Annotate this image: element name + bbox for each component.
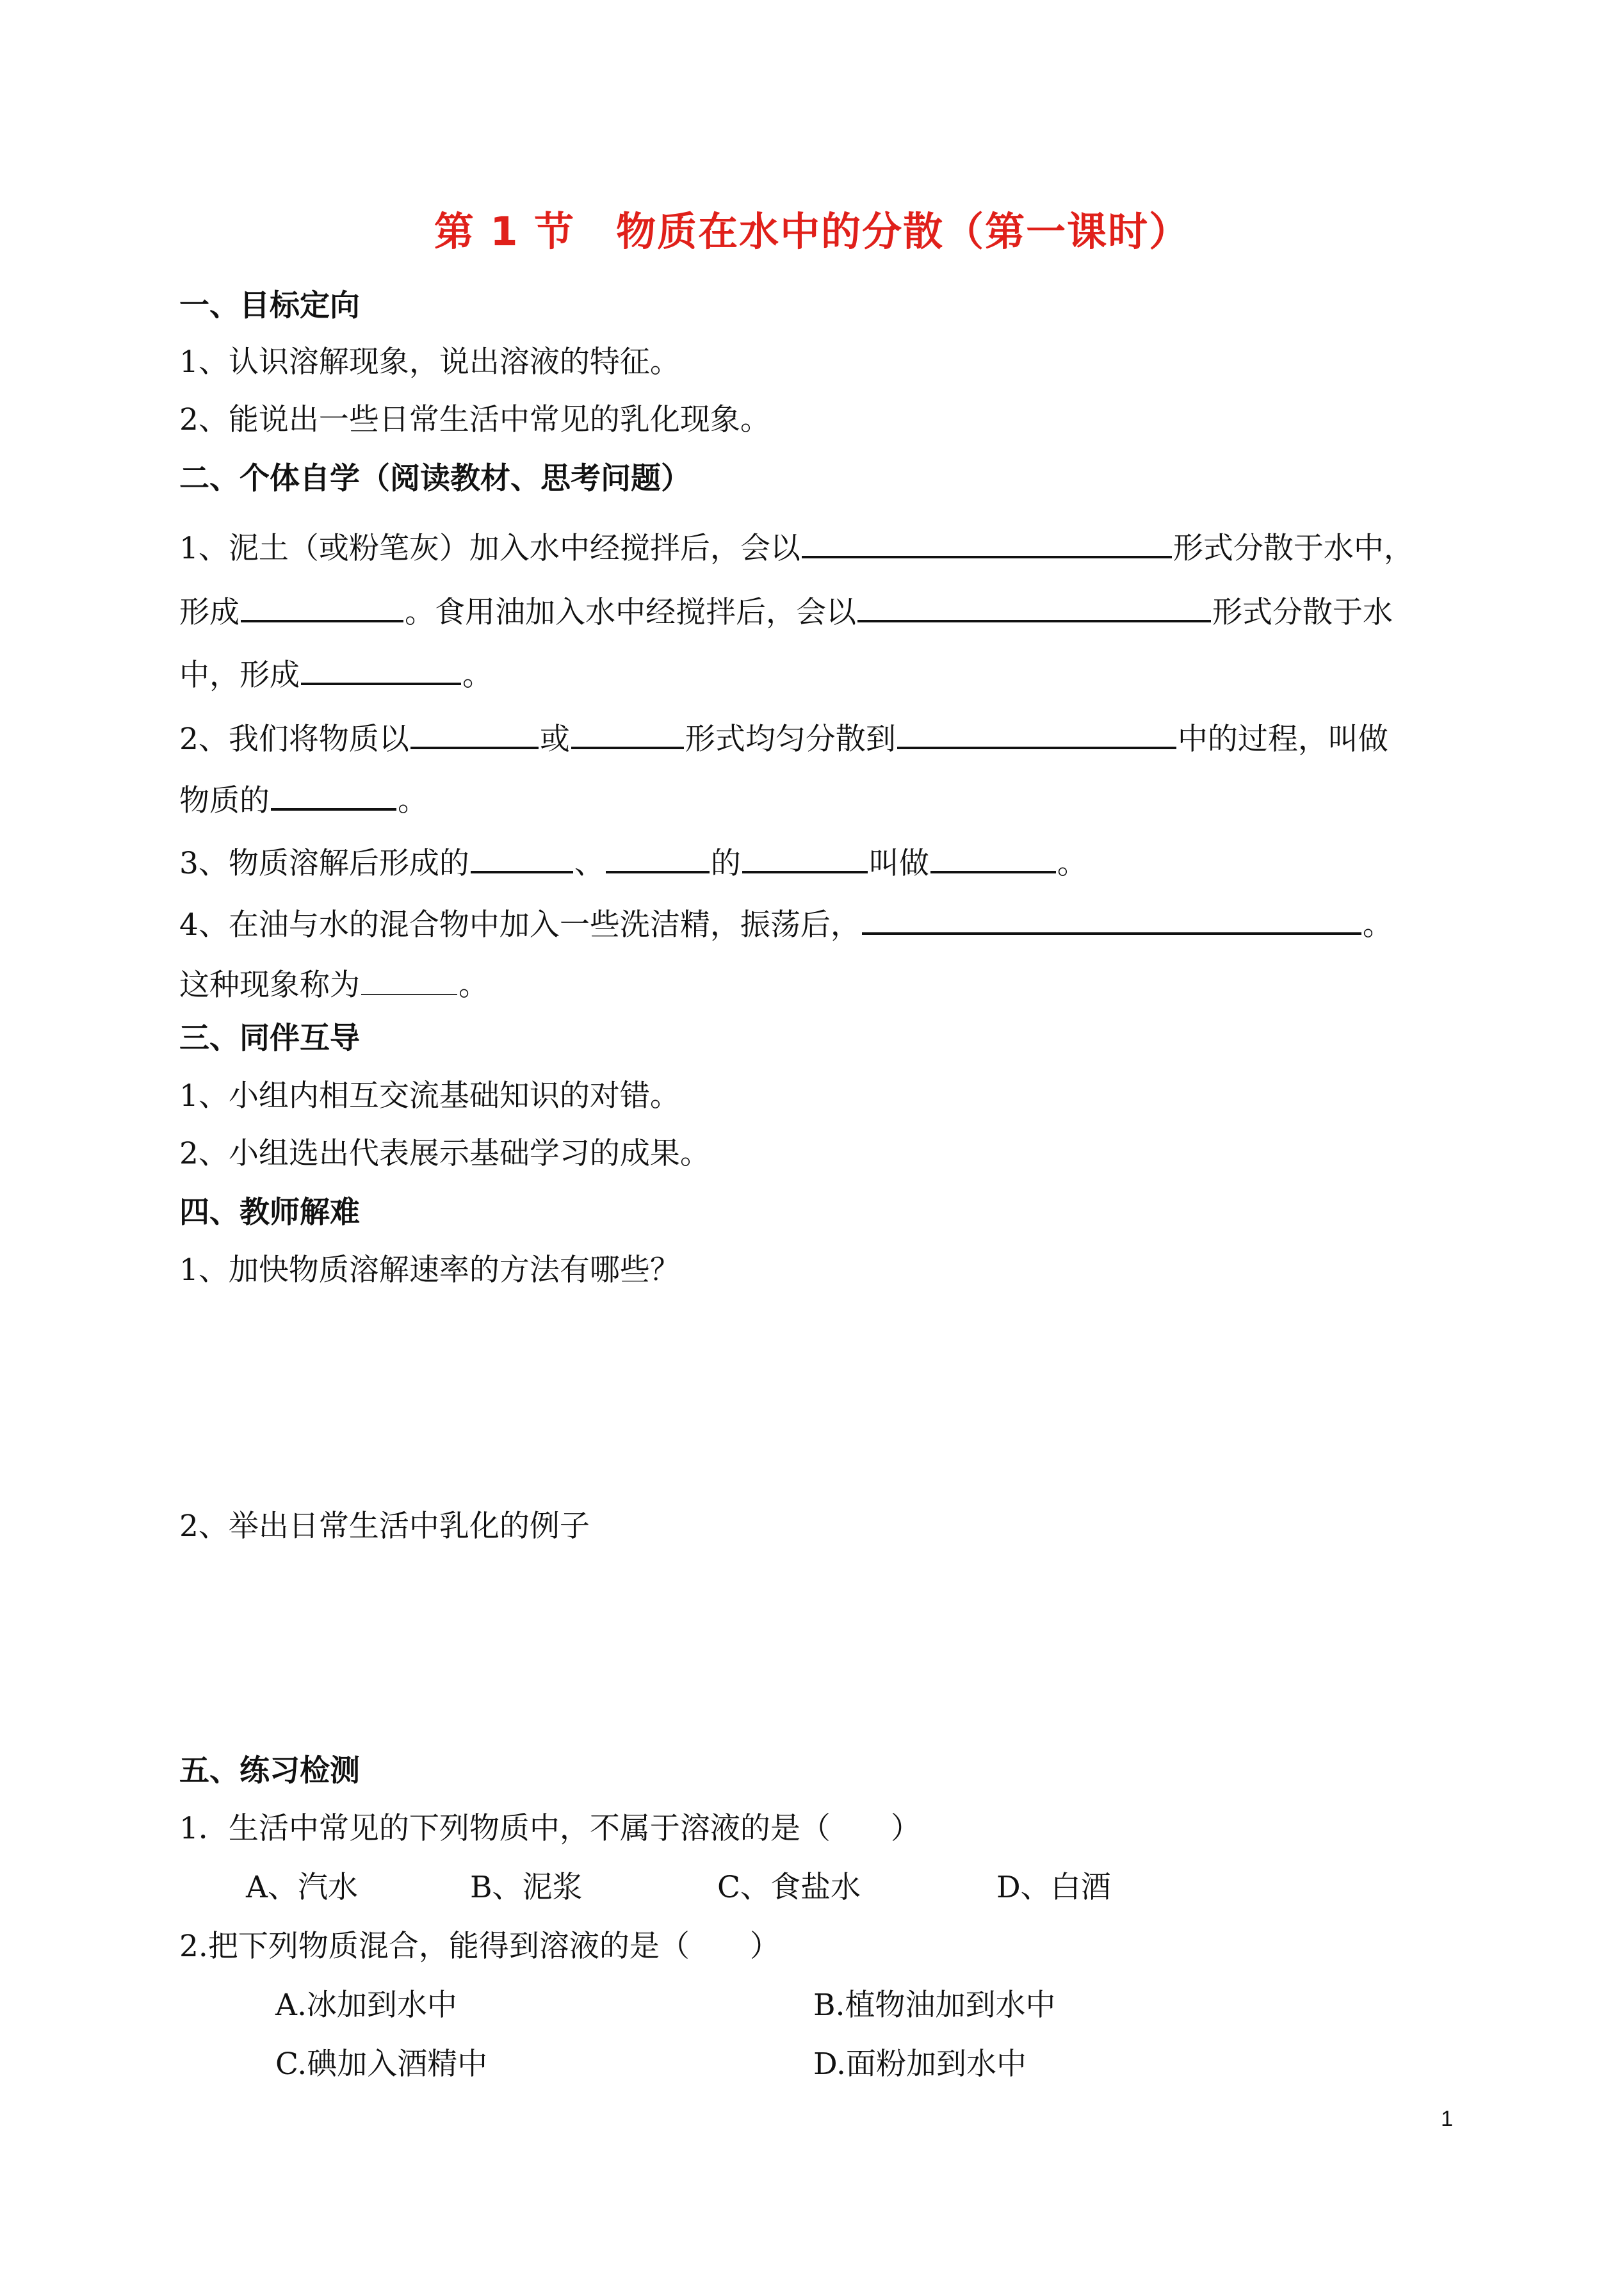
fill-blank[interactable] [471,838,573,873]
section-heading-self-study: 二、个体自学（阅读教材、思考问题） [179,461,691,496]
mc-option[interactable]: D.面粉加到水中 [813,2047,1027,2082]
question-text: 中的过程，叫做 [1177,722,1388,757]
question-text: 。食用油加入水中经搅拌后，会以 [405,595,856,630]
question-text: 形式分散于水中， [1173,531,1414,566]
teacher-question: 1、加快物质溶解速率的方法有哪些？ [179,1253,680,1288]
fill-blank[interactable] [271,775,396,811]
mc-question-stem: 1．生活中常见的下列物质中，不属于溶液的是（ ） [179,1811,921,1846]
section-heading-practice: 五、练习检测 [179,1753,360,1788]
question-text: 这种现象称为 [179,968,360,1003]
fill-blank[interactable] [301,649,461,685]
fill-blank[interactable] [241,587,403,622]
fill-blank[interactable] [361,961,457,995]
page-number: 1 [1441,2107,1453,2131]
fill-blank[interactable] [857,587,1211,622]
question-text: 叫做 [868,846,929,881]
question-text: 、 [574,846,605,881]
mc-option[interactable]: C、食盐水 [717,1870,861,1905]
question-text: 3、物质溶解后形成的 [179,846,469,881]
question-text: 的 [710,846,741,881]
question-text: 4、在油与水的混合物中加入一些洗洁精，振荡后， [179,907,861,943]
question-line [179,587,1393,632]
question-line [179,649,492,695]
fill-blank[interactable] [930,838,1056,873]
fill-blank[interactable] [410,713,539,749]
fill-blank[interactable] [862,899,1361,935]
question-line [179,775,428,820]
section-heading-peer: 三、同伴互导 [179,1021,360,1056]
question-text: 或 [539,722,570,757]
question-text: 形式均匀分散到 [685,722,896,757]
mc-option[interactable]: D、白酒 [996,1870,1111,1905]
question-text: 形成 [179,595,240,630]
fill-blank[interactable] [802,523,1172,558]
question-line [179,523,1414,568]
question-line [179,838,1087,883]
question-text: 。 [459,968,489,1003]
section-heading-goals: 一、目标定向 [179,288,360,323]
question-line [179,713,1388,759]
mc-option[interactable]: C.碘加入酒精中 [275,2047,488,2082]
question-text: 。 [398,783,428,818]
question-text: 形式分散于水 [1212,595,1393,630]
question-line [179,961,489,1005]
fill-blank[interactable] [606,838,710,873]
question-text: 2、我们将物质以 [179,722,409,757]
section-heading-teacher: 四、教师解难 [179,1195,360,1230]
peer-item: 1、小组内相互交流基础知识的对错。 [179,1078,680,1114]
peer-item: 2、小组选出代表展示基础学习的成果。 [179,1136,710,1171]
mc-option[interactable]: A、汽水 [246,1870,358,1905]
question-text: 1、泥土（或粉笔灰）加入水中经搅拌后，会以 [179,531,800,566]
fill-blank[interactable] [742,838,868,873]
fill-blank[interactable] [571,713,684,749]
question-text: 。 [462,658,492,693]
mc-option[interactable]: B.植物油加到水中 [813,1988,1056,2023]
question-line [179,899,1393,945]
page-title: 第 1 节 物质在水中的分散（第一课时） [434,208,1190,255]
mc-option[interactable]: B、泥浆 [470,1870,583,1905]
question-text: 中，形成 [179,658,300,693]
fill-blank[interactable] [897,713,1176,749]
goal-item: 1、认识溶解现象，说出溶液的特征。 [179,345,680,380]
question-text: 物质的 [179,783,270,818]
mc-option[interactable]: A.冰加到水中 [275,1988,457,2023]
question-text: 。 [1057,846,1087,881]
goal-item: 2、能说出一些日常生活中常见的乳化现象。 [179,402,770,437]
teacher-question: 2、举出日常生活中乳化的例子 [179,1509,590,1544]
question-text: 。 [1362,907,1393,943]
mc-question-stem: 2.把下列物质混合，能得到溶液的是（ ） [179,1929,780,1964]
